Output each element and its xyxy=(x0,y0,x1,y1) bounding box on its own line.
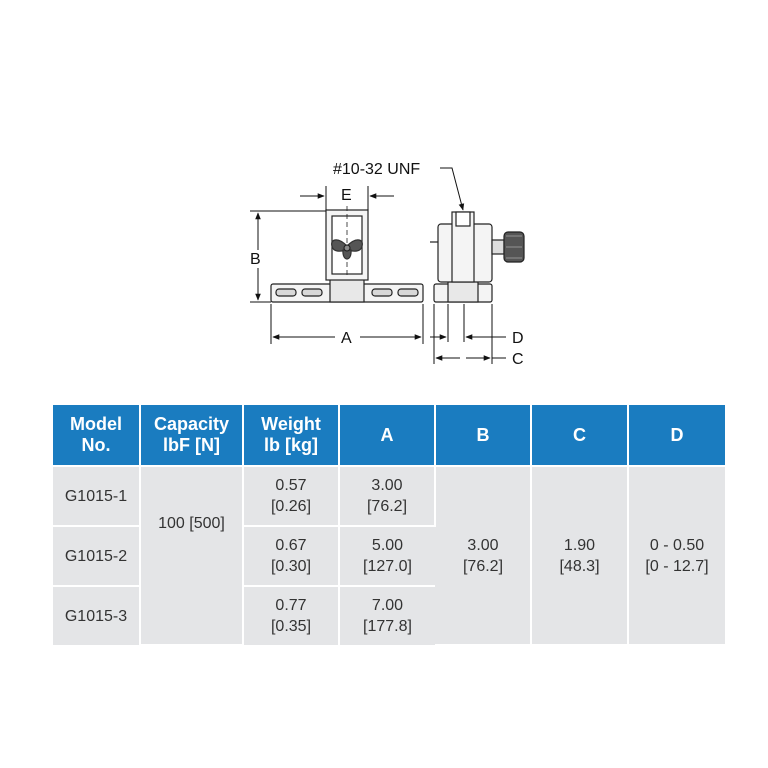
table-header-row xyxy=(53,405,725,466)
cell-a: 3.00 [76.2] xyxy=(339,466,435,526)
dimension-d xyxy=(430,304,524,347)
cell-weight: 0.57 [0.26] xyxy=(243,466,339,526)
front-view xyxy=(271,206,423,302)
dim-a-label: A xyxy=(341,330,352,347)
dimension-a xyxy=(271,304,423,347)
header-c: C xyxy=(531,405,628,466)
cell-a: 5.00 [127.0] xyxy=(339,526,435,586)
cell-model: G1015-3 xyxy=(53,586,140,645)
header-a: A xyxy=(339,405,435,466)
cell-capacity: 100 [500] xyxy=(140,466,243,645)
cell-weight: 0.77 [0.35] xyxy=(243,586,339,645)
cell-model: G1015-2 xyxy=(53,526,140,586)
header-d: D xyxy=(628,405,725,466)
spec-table xyxy=(53,405,725,646)
cell-model: G1015-1 xyxy=(53,466,140,526)
cell-d: 0 - 0.50 [0 - 12.7] xyxy=(628,466,725,645)
dim-c-label: C xyxy=(512,351,524,368)
dimension-c xyxy=(434,304,524,368)
header-weight: Weight lb [kg] xyxy=(243,405,339,466)
thread-callout xyxy=(333,161,463,210)
thread-callout-label: #10-32 UNF xyxy=(333,161,421,178)
dim-d-label: D xyxy=(512,330,524,347)
side-view xyxy=(430,212,524,302)
dim-e-label: E xyxy=(341,187,352,204)
header-b: B xyxy=(435,405,531,466)
cell-c: 1.90 [48.3] xyxy=(531,466,628,645)
table-row xyxy=(53,466,725,526)
cell-a: 7.00 [177.8] xyxy=(339,586,435,645)
header-model: Model No. xyxy=(53,405,140,466)
header-capacity: Capacity lbF [N] xyxy=(140,405,243,466)
cell-b: 3.00 [76.2] xyxy=(435,466,531,645)
dim-b-label: B xyxy=(250,251,261,268)
cell-weight: 0.67 [0.30] xyxy=(243,526,339,586)
